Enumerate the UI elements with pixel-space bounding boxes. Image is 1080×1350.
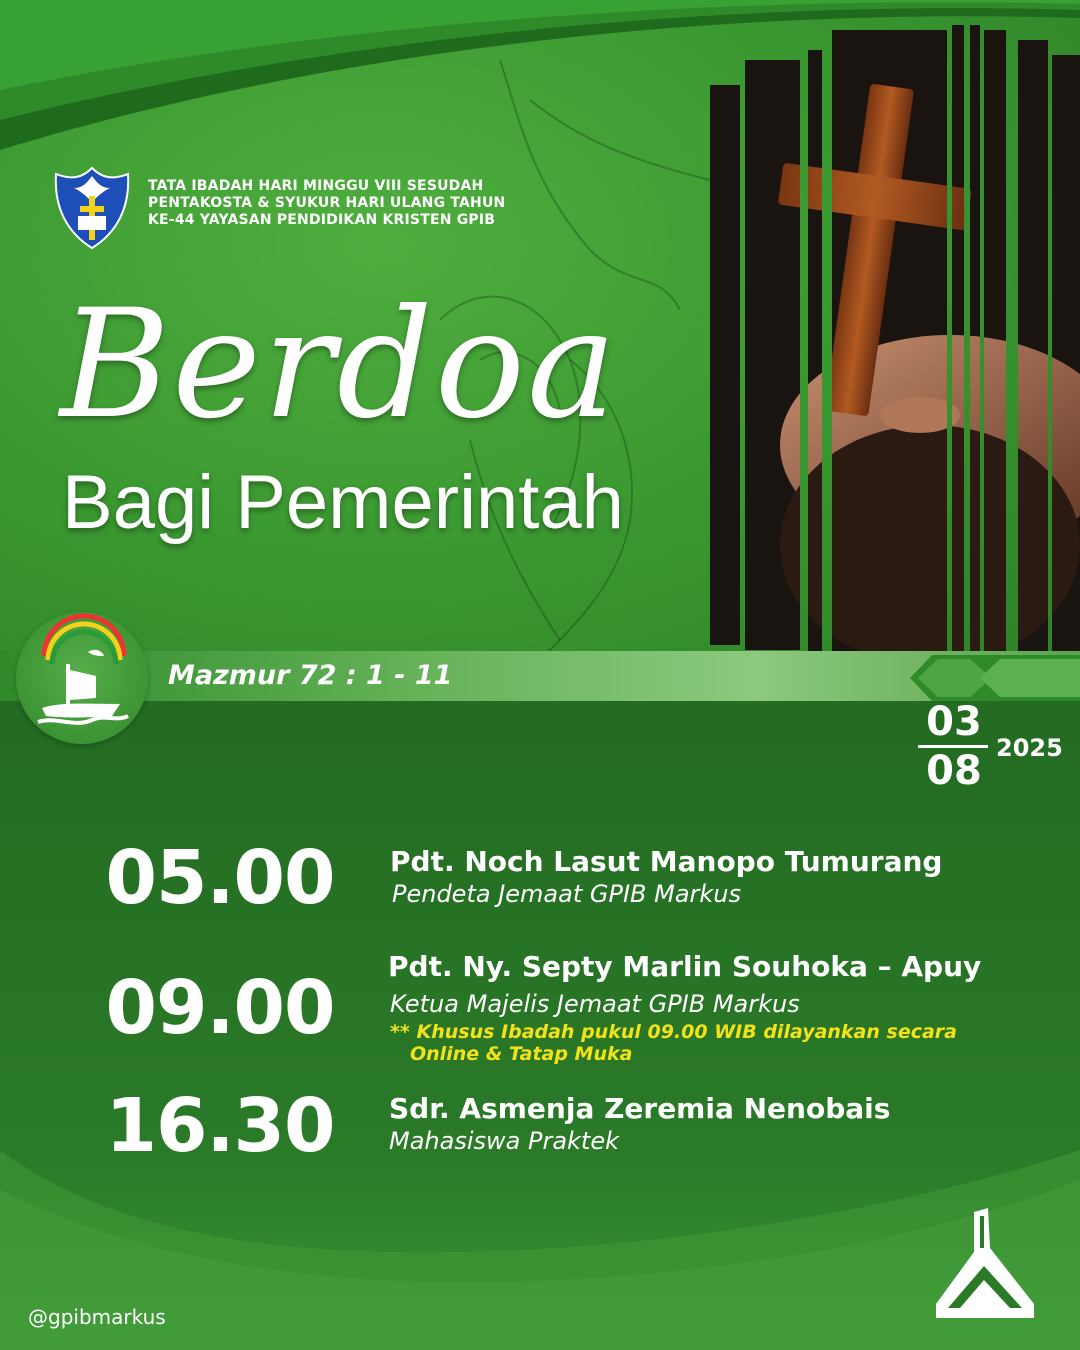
title-subtitle: Bagi Pemerintah [62,460,624,545]
band-right-decoration [910,655,1080,701]
title-script: Berdoa [60,278,619,452]
service-time-3: 16.30 [105,1083,335,1169]
header-line-1: TATA IBADAH HARI MINGGU VIII SESUDAH [148,178,484,194]
date-year: 2025 [996,734,1063,762]
service-time-2: 09.00 [105,965,335,1051]
gpib-shield-logo [52,166,132,250]
bible-reading: Mazmur 72 : 1 - 11 [168,660,453,691]
service-preacher-3: Sdr. Asmenja Zeremia Nenobais [389,1092,891,1125]
header-line-2: PENTAKOSTA & SYUKUR HARI ULANG TAHUN [148,195,506,211]
ship-emblem-logo [16,612,148,744]
service-role-2: Ketua Majelis Jemaat GPIB Markus [390,990,800,1018]
service-role-1: Pendeta Jemaat GPIB Markus [392,880,742,908]
date-day: 03 [926,699,982,745]
service-note-line-1: ** Khusus Ibadah pukul 09.00 WIB dilayankan secara [390,1021,957,1043]
service-preacher-2: Pdt. Ny. Septy Marlin Souhoka – Apuy [388,950,982,983]
service-note-line-2: Online & Tatap Muka [410,1043,633,1065]
service-note [390,1021,957,1065]
header-line-3: KE-44 YAYASAN PENDIDIKAN KRISTEN GPIB [148,212,496,228]
header-title [148,178,568,229]
service-preacher-1: Pdt. Noch Lasut Manopo Tumurang [390,845,943,878]
date-month: 08 [926,748,982,794]
service-time-1: 05.00 [105,835,335,921]
service-role-3: Mahasiswa Praktek [389,1127,619,1155]
cross-hands-photo [700,25,1080,675]
church-logo [930,1208,1040,1322]
social-handle: @gpibmarkus [28,1305,166,1329]
